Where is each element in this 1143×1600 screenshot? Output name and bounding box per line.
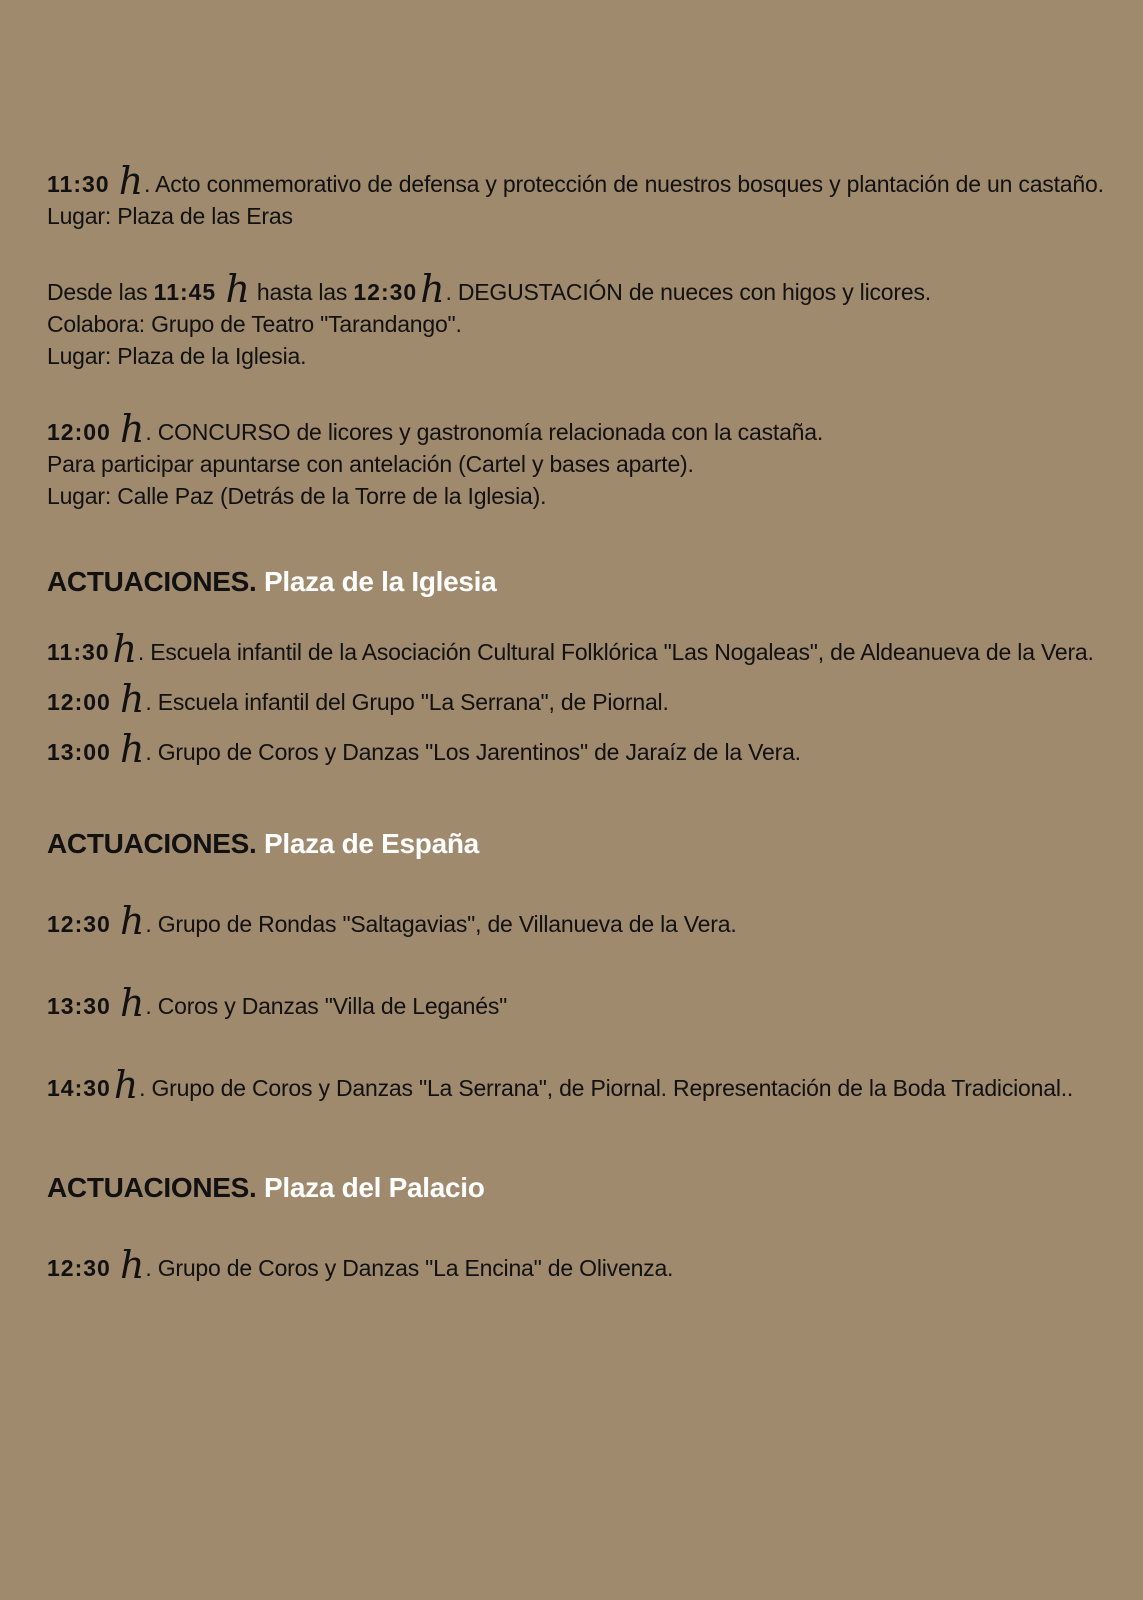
performance-description: . Grupo de Coros y Danzas "La Encina" de Olivenza.	[145, 1255, 674, 1281]
event-time: 11:45	[153, 279, 217, 305]
section-label: ACTUACIONES.	[47, 1172, 257, 1203]
performance-time: 14:30	[47, 1075, 111, 1101]
hour-icon: h	[120, 727, 145, 771]
section-place: Plaza de España	[264, 828, 479, 859]
performance-item	[47, 727, 1137, 771]
performance-item	[47, 981, 1137, 1025]
event-block	[47, 407, 1137, 512]
performance-description: . Coros y Danzas "Villa de Leganés"	[145, 993, 508, 1019]
event-middle: hasta las	[250, 279, 354, 305]
performance-item	[47, 677, 1137, 721]
event-line	[47, 407, 1137, 451]
performance-item	[47, 627, 1137, 671]
hour-icon: h	[120, 981, 145, 1025]
section-title	[47, 1170, 1137, 1206]
section-title	[47, 826, 1137, 862]
program-page	[47, 159, 1137, 1287]
performance-time: 12:00	[47, 689, 111, 715]
event-prefix: Desde las	[47, 279, 154, 305]
event-line	[47, 159, 1137, 203]
performance-item	[47, 1243, 1137, 1287]
section-place: Plaza de la Iglesia	[264, 566, 497, 597]
event-participation: Para participar apuntarse con antelación (Cartel y bases aparte).	[47, 451, 694, 477]
event-description: . DEGUSTACIÓN de nueces con higos y licores.	[445, 279, 931, 305]
section-place: Plaza del Palacio	[264, 1172, 485, 1203]
hour-icon: h	[120, 407, 145, 451]
performance-description: . Grupo de Rondas "Saltagavias", de Villanueva de la Vera.	[145, 911, 737, 937]
performance-description: . Grupo de Coros y Danzas "Los Jarentinos" de Jaraíz de la Vera.	[145, 739, 801, 765]
hour-icon: h	[120, 1243, 145, 1287]
event-location: Lugar: Calle Paz (Detrás de la Torre de la Iglesia).	[47, 483, 547, 509]
performance-time: 13:30	[47, 993, 111, 1019]
performance-item	[47, 899, 1137, 943]
event-time-end: 12:30	[353, 279, 418, 305]
performance-time: 12:30	[47, 1255, 111, 1281]
event-line	[47, 267, 1137, 311]
performance-description: . Escuela infantil del Grupo "La Serrana", de Piornal.	[145, 689, 669, 715]
performance-time: 13:00	[47, 739, 111, 765]
event-location: Lugar: Plaza de la Iglesia.	[47, 343, 307, 369]
event-block	[47, 159, 1137, 232]
event-block	[47, 267, 1137, 372]
event-description: . Acto conmemorativo de defensa y protección de nuestros bosques y plantación de un castaño.	[144, 171, 1104, 197]
event-time: 12:00	[47, 419, 111, 445]
section-label: ACTUACIONES.	[47, 828, 257, 859]
event-collaborator: Colabora: Grupo de Teatro "Tarandango".	[47, 311, 462, 337]
hour-icon: h	[120, 677, 145, 721]
hour-icon: h	[112, 627, 137, 671]
performance-item	[47, 1063, 1137, 1107]
section-title	[47, 564, 1137, 600]
performance-time: 12:30	[47, 911, 111, 937]
hour-icon: h	[420, 267, 445, 311]
hour-icon: h	[113, 1063, 139, 1107]
performance-description: . Escuela infantil de la Asociación Cultural Folklórica "Las Nogaleas", de Aldeanueva de la Vera.	[137, 639, 1094, 665]
hour-icon: h	[118, 159, 144, 203]
event-time: 11:30	[47, 171, 110, 197]
hour-icon: h	[225, 267, 250, 311]
hour-icon: h	[120, 899, 145, 943]
event-location: Lugar: Plaza de las Eras	[47, 203, 293, 229]
section-label: ACTUACIONES.	[47, 566, 257, 597]
performance-time: 11:30	[47, 639, 110, 665]
event-description: . CONCURSO de licores y gastronomía relacionada con la castaña.	[145, 419, 824, 445]
performance-description: . Grupo de Coros y Danzas "La Serrana", de Piornal. Representación de la Boda Tradicional..	[139, 1075, 1074, 1101]
